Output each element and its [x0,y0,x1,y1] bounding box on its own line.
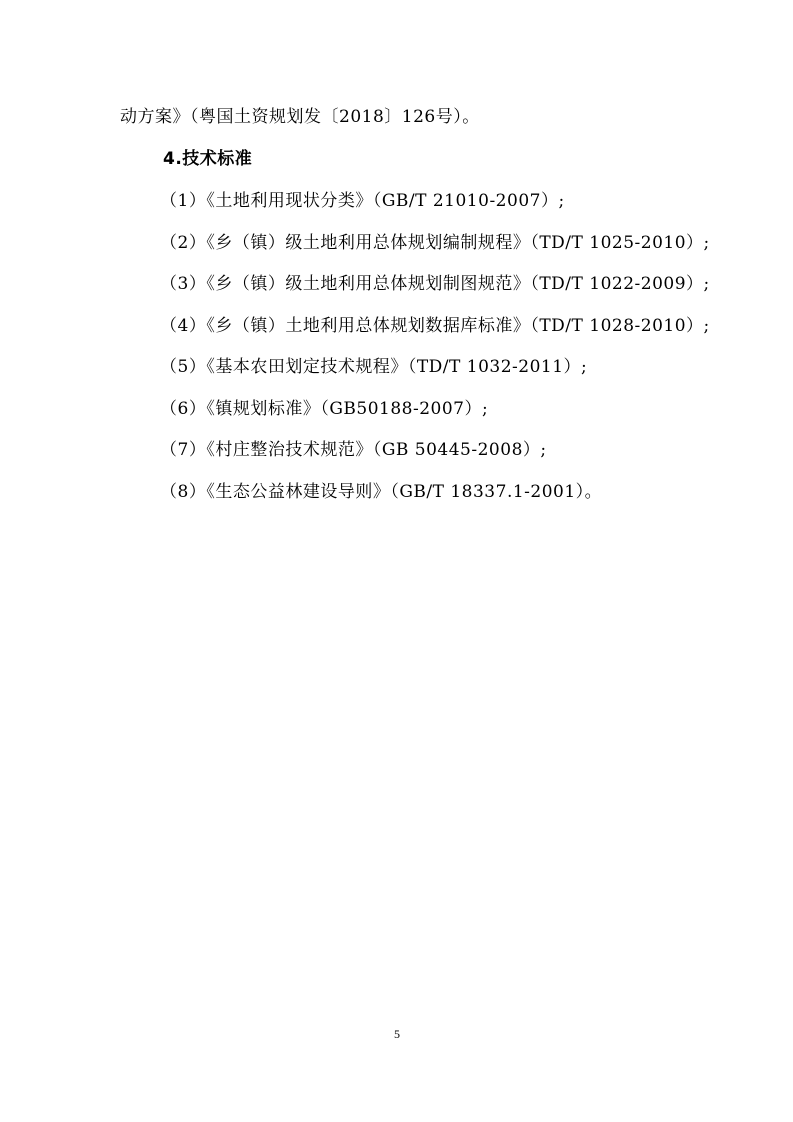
list-item: （1）《土地利用现状分类》（GB/T 21010-2007）; [160,191,565,211]
list-item: （8）《生态公益林建设导则》（GB/T 18337.1-2001）。 [160,482,603,502]
continuation-text: 动方案》（粤国土资规划发〔2018〕126号）。 [120,107,480,127]
list-item: （7）《村庄整治技术规范》（GB 50445-2008）; [160,440,547,460]
section-heading: 4.技术标准 [163,149,253,169]
list-item: （2）《乡（镇）级土地利用总体规划编制规程》（TD/T 1025-2010）; [160,233,710,253]
page-number: 5 [394,1027,400,1041]
list-item: （4）《乡（镇）土地利用总体规划数据库标准》（TD/T 1028-2010）; [160,316,710,336]
list-item: （6）《镇规划标准》（GB50188-2007）; [160,399,489,419]
list-item: （5）《基本农田划定技术规程》（TD/T 1032-2011）; [160,357,588,377]
list-item: （3）《乡（镇）级土地利用总体规划制图规范》（TD/T 1022-2009）; [160,274,710,294]
